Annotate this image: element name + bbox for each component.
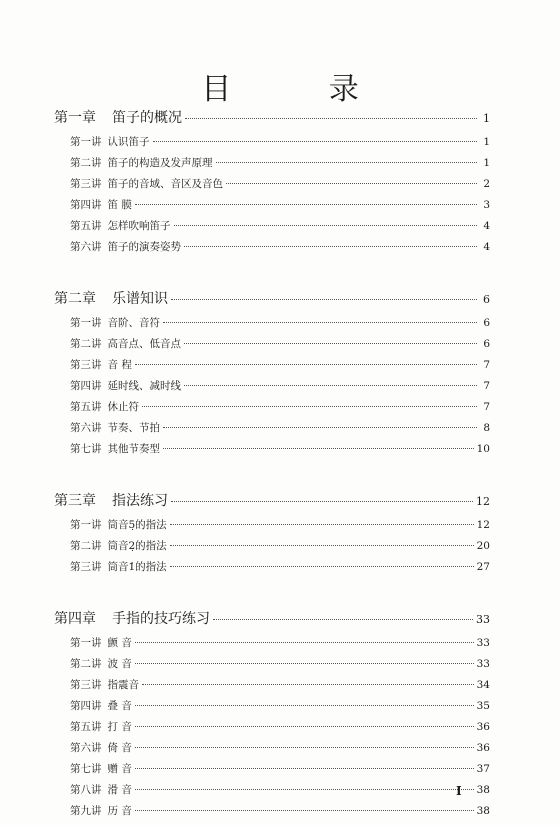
lesson-title: 怎样吹响笛子: [107, 220, 171, 232]
table-of-contents: [54, 110, 490, 825]
page-number: I: [456, 784, 462, 798]
lesson-number: 第一讲: [70, 136, 102, 148]
chapter-title: 乐谱知识: [112, 291, 168, 307]
dot-leader: [135, 642, 474, 643]
dot-leader: [142, 684, 474, 685]
dot-leader: [170, 524, 474, 525]
toc-chapter-entry[interactable]: [54, 291, 490, 308]
lesson-page-number: 33: [476, 637, 490, 649]
lesson-number: 第二讲: [70, 338, 102, 350]
toc-lesson-entry[interactable]: [54, 156, 490, 177]
lesson-page-number: 34: [476, 679, 490, 691]
dot-leader: [135, 364, 477, 365]
chapter-title: 手指的技巧练习: [112, 611, 210, 627]
dot-leader: [135, 204, 477, 205]
dot-leader: [171, 501, 473, 502]
toc-lesson-entry[interactable]: [54, 442, 490, 463]
toc-lesson-entry[interactable]: [54, 741, 490, 762]
lesson-title: 赠 音: [107, 763, 132, 775]
lesson-number: 第一讲: [70, 637, 102, 649]
lesson-page-number: 4: [483, 241, 490, 253]
dot-leader: [174, 225, 478, 226]
toc-lesson-entry[interactable]: [54, 678, 490, 699]
lesson-page-number: 33: [476, 658, 490, 670]
dot-leader: [135, 789, 474, 790]
dot-leader: [153, 141, 478, 142]
chapter-page-number: 6: [483, 293, 490, 306]
lesson-page-number: 1: [483, 136, 490, 148]
lesson-number: 第七讲: [70, 443, 102, 455]
lesson-title: 倚 音: [107, 742, 132, 754]
lesson-title: 筒音1̇的指法: [107, 561, 167, 573]
lesson-number: 第五讲: [70, 721, 102, 733]
lesson-title: 笛子的音域、音区及音色: [107, 178, 223, 190]
lesson-title: 打 音: [107, 721, 132, 733]
toc-lesson-entry[interactable]: [54, 316, 490, 337]
lesson-number: 第一讲: [70, 317, 102, 329]
toc-lesson-entry[interactable]: [54, 720, 490, 741]
dot-leader: [170, 566, 474, 567]
lesson-number: 第二讲: [70, 658, 102, 670]
lesson-page-number: 38: [476, 805, 490, 817]
dot-leader: [163, 448, 474, 449]
lesson-title: 笛子的构造及发声原理: [107, 157, 213, 169]
lesson-number: 第六讲: [70, 742, 102, 754]
lesson-number: 第八讲: [70, 784, 102, 796]
lesson-number: 第六讲: [70, 241, 102, 253]
lesson-number: 第三讲: [70, 561, 102, 573]
lesson-title: 高音点、低音点: [107, 338, 181, 350]
dot-leader: [185, 118, 477, 119]
lesson-title: 音阶、音符: [107, 317, 160, 329]
lesson-number: 第二讲: [70, 157, 102, 169]
lesson-title: 筒音2̣的指法: [107, 540, 167, 552]
lesson-page-number: 4: [483, 220, 490, 232]
lesson-number: 第九讲: [70, 805, 102, 817]
toc-chapter-entry[interactable]: [54, 110, 490, 127]
lesson-number: 第七讲: [70, 763, 102, 775]
lesson-title: 休止符: [107, 401, 139, 413]
toc-lesson-entry[interactable]: [54, 219, 490, 240]
lesson-number: 第五讲: [70, 220, 102, 232]
dot-leader: [163, 322, 477, 323]
toc-lesson-entry[interactable]: [54, 783, 490, 804]
lesson-page-number: 37: [476, 763, 490, 775]
toc-lesson-entry[interactable]: [54, 358, 490, 379]
lesson-number: 第一讲: [70, 519, 102, 531]
chapter-title: 指法练习: [112, 493, 168, 509]
toc-lesson-entry[interactable]: [54, 177, 490, 198]
dot-leader: [142, 406, 477, 407]
dot-leader: [226, 183, 477, 184]
lesson-number: 第四讲: [70, 380, 102, 392]
lesson-title: 节奏、节拍: [107, 422, 160, 434]
lesson-page-number: 35: [476, 700, 490, 712]
lesson-title: 指震音: [107, 679, 139, 691]
lesson-page-number: 10: [476, 443, 490, 455]
chapter-number: 第四章: [54, 611, 96, 627]
lesson-number: 第六讲: [70, 422, 102, 434]
lesson-page-number: 6: [483, 338, 490, 350]
toc-lesson-entry[interactable]: [54, 636, 490, 657]
dot-leader: [135, 726, 474, 727]
toc-lesson-entry[interactable]: [54, 539, 490, 560]
dot-leader: [216, 162, 478, 163]
lesson-title: 认识笛子: [107, 136, 150, 148]
toc-lesson-entry[interactable]: [54, 135, 490, 156]
lesson-title: 笛 膜: [107, 199, 132, 211]
chapter-page-number: 12: [476, 495, 490, 508]
lesson-page-number: 7: [483, 401, 490, 413]
toc-lesson-entry[interactable]: [54, 379, 490, 400]
dot-leader: [135, 747, 474, 748]
toc-lesson-entry[interactable]: [54, 240, 490, 261]
toc-lesson-entry[interactable]: [54, 657, 490, 678]
lesson-page-number: 12: [476, 519, 490, 531]
page-title: 目 录: [201, 72, 403, 107]
chapter-title: 笛子的概况: [112, 110, 182, 126]
lesson-title: 滑 音: [107, 784, 132, 796]
dot-leader: [184, 246, 477, 247]
toc-chapter-entry[interactable]: [54, 493, 490, 510]
lesson-title: 波 音: [107, 658, 132, 670]
lesson-page-number: 27: [476, 561, 490, 573]
toc-lesson-entry[interactable]: [54, 198, 490, 219]
chapter-number: 第三章: [54, 493, 96, 509]
lesson-page-number: 7: [483, 380, 490, 392]
lesson-number: 第三讲: [70, 359, 102, 371]
chapter-number: 第一章: [54, 110, 96, 126]
dot-leader: [135, 768, 474, 769]
lesson-title: 历 音: [107, 805, 132, 817]
dot-leader: [170, 545, 474, 546]
dot-leader: [184, 343, 477, 344]
chapter-page-number: 33: [476, 613, 490, 626]
toc-lesson-entry[interactable]: [54, 699, 490, 720]
toc-lesson-entry[interactable]: [54, 421, 490, 442]
lesson-page-number: 7: [483, 359, 490, 371]
lesson-page-number: 8: [483, 422, 490, 434]
lesson-number: 第三讲: [70, 178, 102, 190]
dot-leader: [184, 385, 477, 386]
toc-lesson-entry[interactable]: [54, 337, 490, 358]
lesson-title: 音 程: [107, 359, 132, 371]
lesson-number: 第二讲: [70, 540, 102, 552]
toc-lesson-entry[interactable]: [54, 400, 490, 421]
lesson-page-number: 3: [483, 199, 490, 211]
toc-lesson-entry[interactable]: [54, 804, 490, 825]
lesson-title: 叠 音: [107, 700, 132, 712]
dot-leader: [213, 619, 473, 620]
lesson-page-number: 36: [476, 721, 490, 733]
lesson-number: 第五讲: [70, 401, 102, 413]
lesson-page-number: 38: [476, 784, 490, 796]
lesson-title: 延时线、减时线: [107, 380, 181, 392]
lesson-page-number: 1: [483, 157, 490, 169]
dot-leader: [135, 663, 474, 664]
lesson-title: 笛子的演奏姿势: [107, 241, 181, 253]
dot-leader: [135, 705, 474, 706]
lesson-number: 第三讲: [70, 679, 102, 691]
lesson-page-number: 36: [476, 742, 490, 754]
lesson-title: 颤 音: [107, 637, 132, 649]
lesson-title: 筒音5̣的指法: [107, 519, 167, 531]
lesson-number: 第四讲: [70, 199, 102, 211]
chapter-number: 第二章: [54, 291, 96, 307]
lesson-page-number: 2: [483, 178, 490, 190]
dot-leader: [171, 299, 477, 300]
toc-lesson-entry[interactable]: [54, 560, 490, 581]
chapter-page-number: 1: [483, 112, 490, 125]
toc-chapter-entry[interactable]: [54, 611, 490, 628]
lesson-title: 其他节奏型: [107, 443, 160, 455]
lesson-number: 第四讲: [70, 700, 102, 712]
lesson-page-number: 20: [476, 540, 490, 552]
dot-leader: [163, 427, 477, 428]
toc-lesson-entry[interactable]: [54, 518, 490, 539]
lesson-page-number: 6: [483, 317, 490, 329]
dot-leader: [135, 810, 474, 811]
toc-lesson-entry[interactable]: [54, 762, 490, 783]
